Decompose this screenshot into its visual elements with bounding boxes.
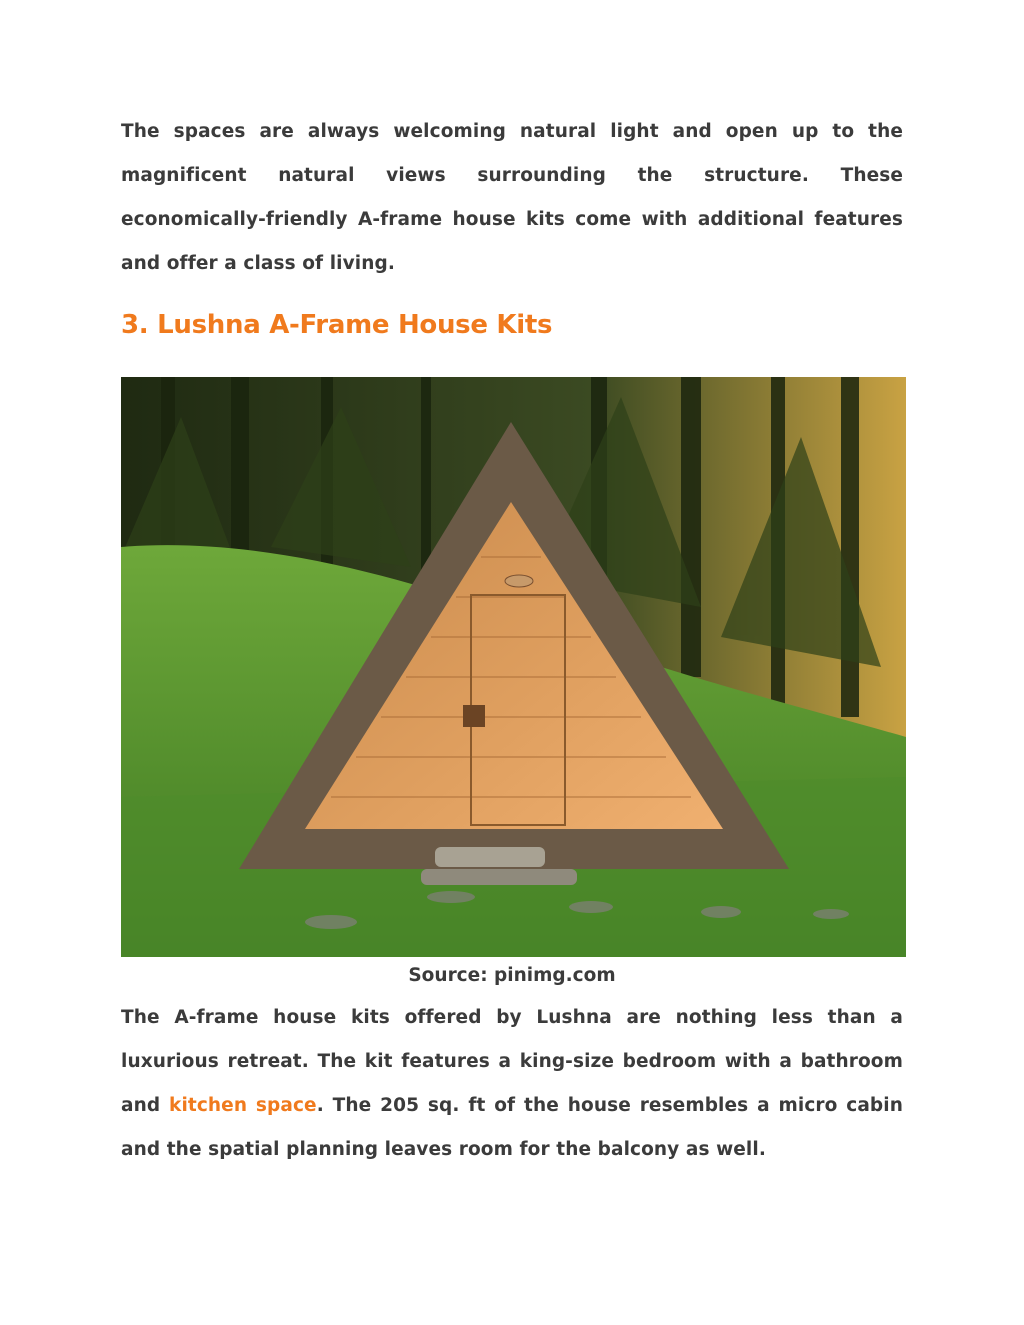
paragraph-text-after-link: . The 205 sq. ft of the house resembles a micro cabin and the spatial planning leaves room for the balcony as well. <box>121 1095 903 1160</box>
a-frame-house-photo <box>121 377 906 957</box>
document-page <box>121 110 903 1160</box>
body-paragraph <box>121 996 903 1172</box>
kitchen-space-link[interactable]: kitchen space <box>169 1095 317 1116</box>
paragraph-text-before-link: The A-frame house kits offered by Lushna are nothing less than a luxurious retreat. The kit features a king-size bedroom with a bathroom and <box>121 1007 903 1116</box>
intro-paragraph: The spaces are always welcoming natural light and open up to the magnificent natural views surrounding the structure. These economically-friendly A-frame house kits come with additional features and offer a class of living. <box>121 121 903 274</box>
image-caption: Source: pinimg.com <box>408 965 616 986</box>
section-heading: 3. Lushna A-Frame House Kits <box>121 310 553 340</box>
